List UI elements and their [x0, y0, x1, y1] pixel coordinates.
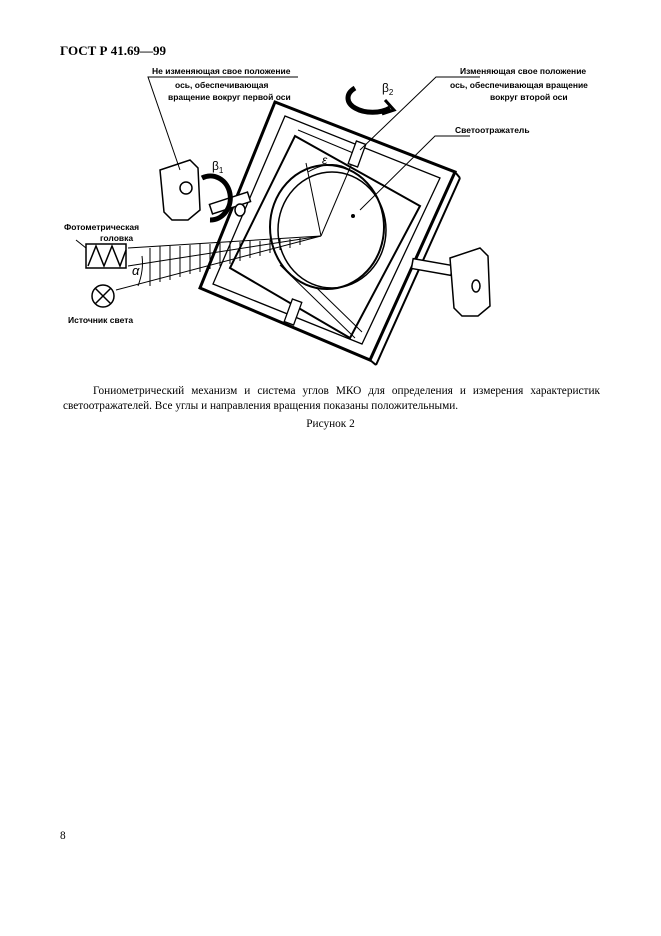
alpha-label: α: [132, 263, 140, 278]
epsilon-label: ε: [322, 153, 328, 167]
beta2-label: $\beta_2$: [382, 81, 394, 97]
document-header: ГОСТ Р 41.69—99: [60, 43, 166, 58]
figure-title: Рисунок 2: [306, 418, 355, 430]
photometer-label-2: головка: [100, 233, 134, 243]
photometric-head: [86, 244, 126, 268]
fixed-axis-label-2: ось, обеспечивающая: [175, 80, 269, 90]
retroreflector-label: Светоотражатель: [455, 125, 530, 135]
light-source-label: Источник света: [68, 315, 134, 325]
light-source: [92, 285, 114, 307]
moving-axis-label-2: ось, обеспечивающая вращение: [450, 80, 588, 90]
moving-axis-pin: [348, 141, 366, 167]
moving-axis-label-3: вокруг второй оси: [490, 92, 568, 102]
page-number: 8: [60, 830, 66, 842]
fixed-axis-label-3: вращение вокруг первой оси: [168, 92, 291, 102]
beta1-label: $\beta_1$: [212, 159, 224, 175]
goniometer-figure: [40, 60, 620, 370]
retroreflector-disc: [270, 165, 384, 289]
fixed-axis-label-1: Не изменяющая свое положение: [152, 66, 291, 76]
moving-axis-label-1: Изменяющая свое положение: [460, 66, 587, 76]
figure-caption: Гониометрический механизм и система углов МКО для определения и измерения характеристик светоотражателей. Все углы и направления вращения показаны положительными.: [63, 385, 600, 412]
moving-axis-pin-bottom: [284, 299, 302, 325]
photometer-label-1: Фотометрическая: [64, 222, 140, 232]
left-support-block: [160, 160, 251, 220]
